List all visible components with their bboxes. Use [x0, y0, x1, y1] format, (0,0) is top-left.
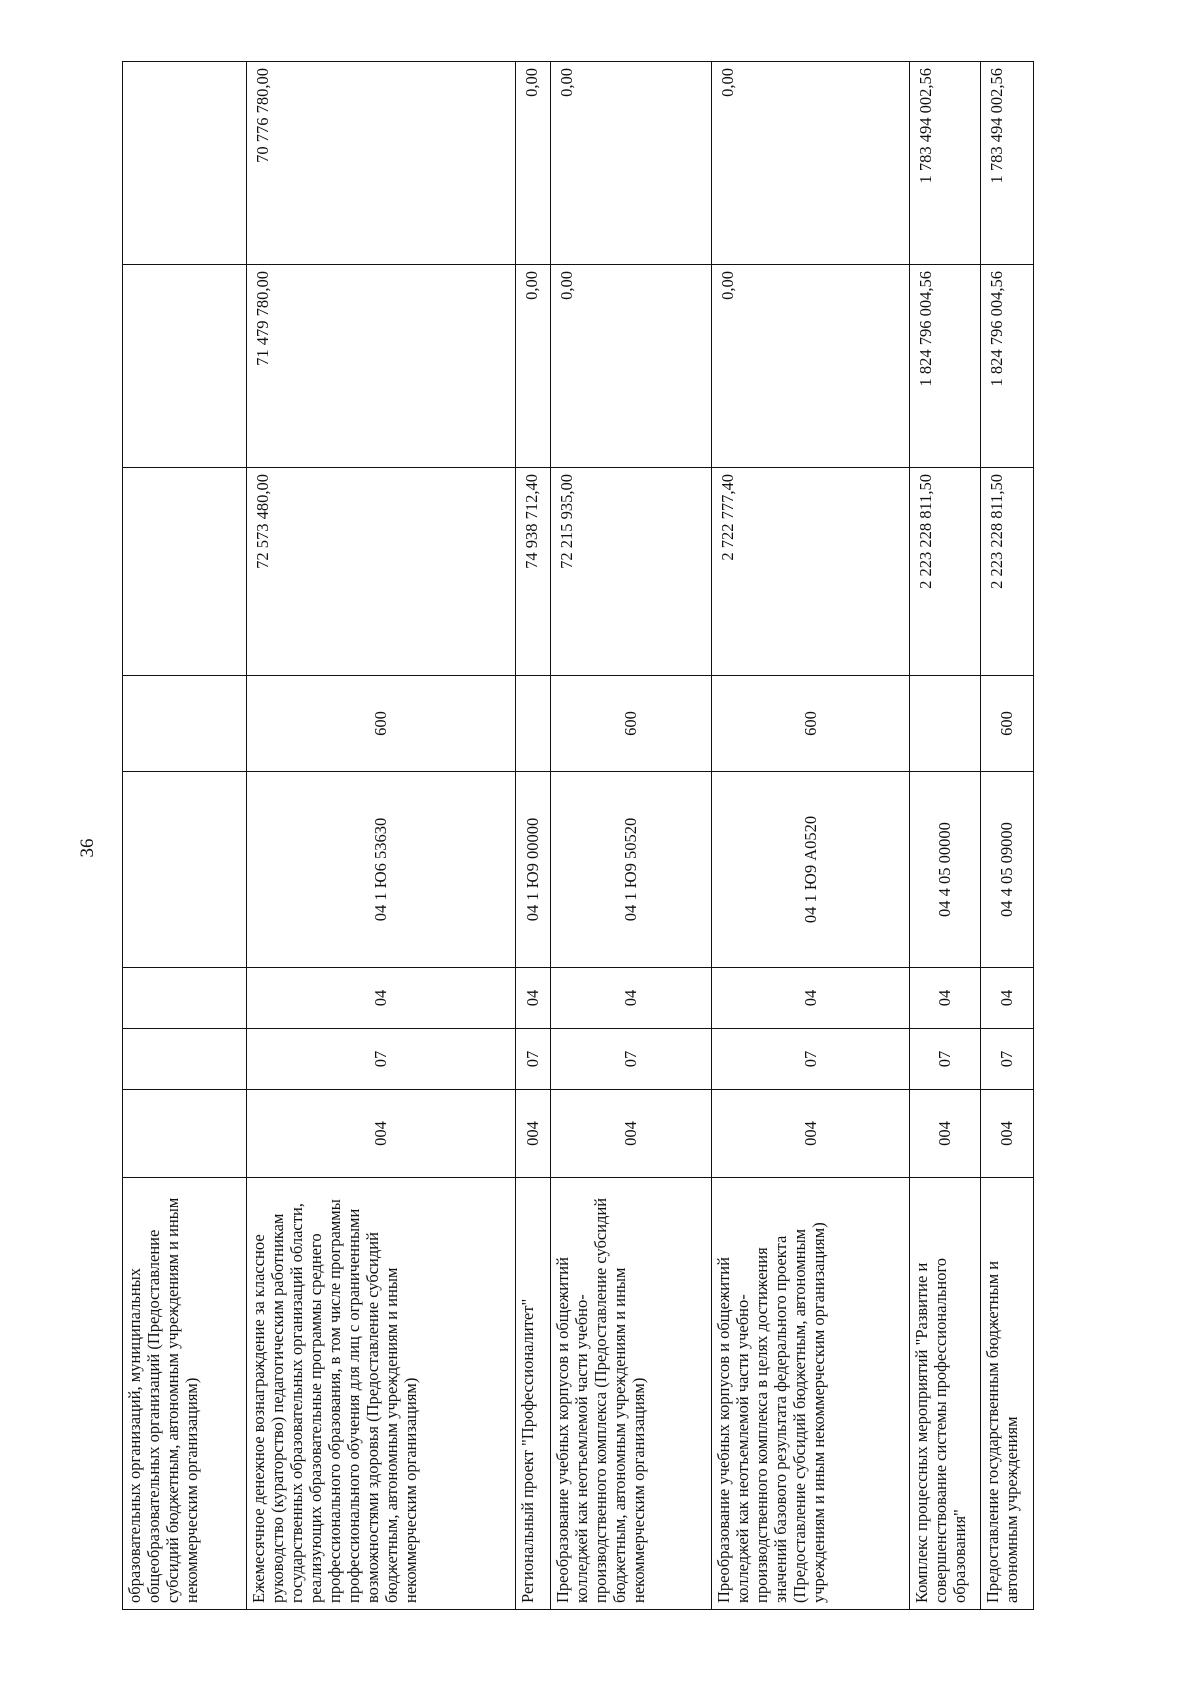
- cell-amount-2: 0,00: [712, 265, 910, 468]
- table-row: [712, 62, 910, 1610]
- cell-amount-1: [123, 468, 247, 676]
- cell-expense-type: [123, 676, 247, 772]
- cell-expense-type: [516, 676, 551, 772]
- cell-amount-2: 71 479 780,00: [247, 265, 516, 468]
- table-row: [981, 62, 1034, 1610]
- cell-amount-3: 1 783 494 002,56: [981, 62, 1034, 265]
- cell-section-code: 07: [516, 1029, 551, 1090]
- cell-amount-2: 0,00: [516, 265, 551, 468]
- cell-amount-1: 72 573 480,00: [247, 468, 516, 676]
- cell-expense-type: 600: [981, 676, 1034, 772]
- table-body: [123, 62, 1034, 1610]
- cell-amount-1: 74 938 712,40: [516, 468, 551, 676]
- cell-expense-type: [910, 676, 981, 772]
- table-container: [122, 62, 1074, 1610]
- cell-amount-1: 2 223 228 811,50: [910, 468, 981, 676]
- cell-amount-1: 2 722 777,40: [712, 468, 910, 676]
- cell-amount-2: 1 824 796 004,56: [910, 265, 981, 468]
- cell-ministry-code: 004: [551, 1090, 712, 1178]
- cell-target-article: 04 1 Ю9 А0520: [712, 772, 910, 968]
- cell-amount-3: [123, 62, 247, 265]
- cell-subsection-code: [123, 968, 247, 1029]
- budget-table: [122, 61, 1034, 1610]
- cell-amount-1: 2 223 228 811,50: [981, 468, 1034, 676]
- cell-amount-1: 72 215 935,00: [551, 468, 712, 676]
- table-row: [247, 62, 516, 1610]
- cell-subsection-code: 04: [247, 968, 516, 1029]
- cell-target-article: 04 1 Ю9 00000: [516, 772, 551, 968]
- cell-expense-type: 600: [712, 676, 910, 772]
- table-row: [910, 62, 981, 1610]
- cell-target-article: 04 1 Ю6 53630: [247, 772, 516, 968]
- cell-name: Комплекс процессных мероприятий "Развитие и совершенствование системы профессионального образования": [910, 1178, 981, 1610]
- cell-expense-type: 600: [247, 676, 516, 772]
- cell-target-article: 04 4 05 00000: [910, 772, 981, 968]
- cell-amount-2: [123, 265, 247, 468]
- cell-ministry-code: 004: [247, 1090, 516, 1178]
- cell-ministry-code: 004: [981, 1090, 1034, 1178]
- cell-section-code: 07: [247, 1029, 516, 1090]
- cell-expense-type: 600: [551, 676, 712, 772]
- cell-amount-3: 0,00: [551, 62, 712, 265]
- cell-name: Преобразование учебных корпусов и общежитий колледжей как неотъемлемой части учебно-производственного комплекса в целях достижения значений базового результата федерального проекта (Предоставление субсидий бюджетным, автономным учреждениям и иным некоммерческим организациям): [712, 1178, 910, 1610]
- cell-section-code: [123, 1029, 247, 1090]
- cell-subsection-code: 04: [516, 968, 551, 1029]
- cell-amount-2: 1 824 796 004,56: [981, 265, 1034, 468]
- cell-ministry-code: 004: [910, 1090, 981, 1178]
- cell-amount-3: 0,00: [712, 62, 910, 265]
- cell-ministry-code: 004: [516, 1090, 551, 1178]
- cell-subsection-code: 04: [551, 968, 712, 1029]
- cell-name: Предоставление государственным бюджетным и автономным учреждениям: [981, 1178, 1034, 1610]
- cell-ministry-code: [123, 1090, 247, 1178]
- cell-name: Региональный проект "Профессионалитет": [516, 1178, 551, 1610]
- cell-section-code: 07: [712, 1029, 910, 1090]
- cell-subsection-code: 04: [712, 968, 910, 1029]
- cell-amount-2: 0,00: [551, 265, 712, 468]
- cell-name: Преобразование учебных корпусов и общежитий колледжей как неотъемлемой части учебно-производственного комплекса (Предоставление субсидий бюджетным, автономным учреждениям и иным некоммерческим организациям): [551, 1178, 712, 1610]
- cell-target-article: 04 1 Ю9 50520: [551, 772, 712, 968]
- cell-subsection-code: 04: [910, 968, 981, 1029]
- table-row: [123, 62, 247, 1610]
- table-row: [551, 62, 712, 1610]
- cell-section-code: 07: [981, 1029, 1034, 1090]
- cell-amount-3: 0,00: [516, 62, 551, 265]
- cell-subsection-code: 04: [981, 968, 1034, 1029]
- cell-ministry-code: 004: [712, 1090, 910, 1178]
- cell-amount-3: 70 776 780,00: [247, 62, 516, 265]
- cell-target-article: 04 4 05 09000: [981, 772, 1034, 968]
- cell-target-article: [123, 772, 247, 968]
- cell-name: образовательных организаций, муниципальных общеобразовательных организаций (Предоставление субсидий бюджетным, автономным учреждениям и иным некоммерческим организациям): [123, 1178, 247, 1610]
- rotated-table-area: [122, 62, 1074, 1610]
- cell-name: Ежемесячное денежное вознаграждение за классное руководство (кураторство) педагогическим работникам государственных образовательных организаций области, реализующих образовательные программы среднего профессионального образования, в том числе программы профессионального обучения для лиц с ограниченными возможностями здоровья (Предоставление субсидий бюджетным, автономным учреждениям и иным некоммерческим организациям): [247, 1178, 516, 1610]
- page-number: 36: [77, 838, 98, 858]
- cell-section-code: 07: [551, 1029, 712, 1090]
- cell-section-code: 07: [910, 1029, 981, 1090]
- table-row: [516, 62, 551, 1610]
- cell-amount-3: 1 783 494 002,56: [910, 62, 981, 265]
